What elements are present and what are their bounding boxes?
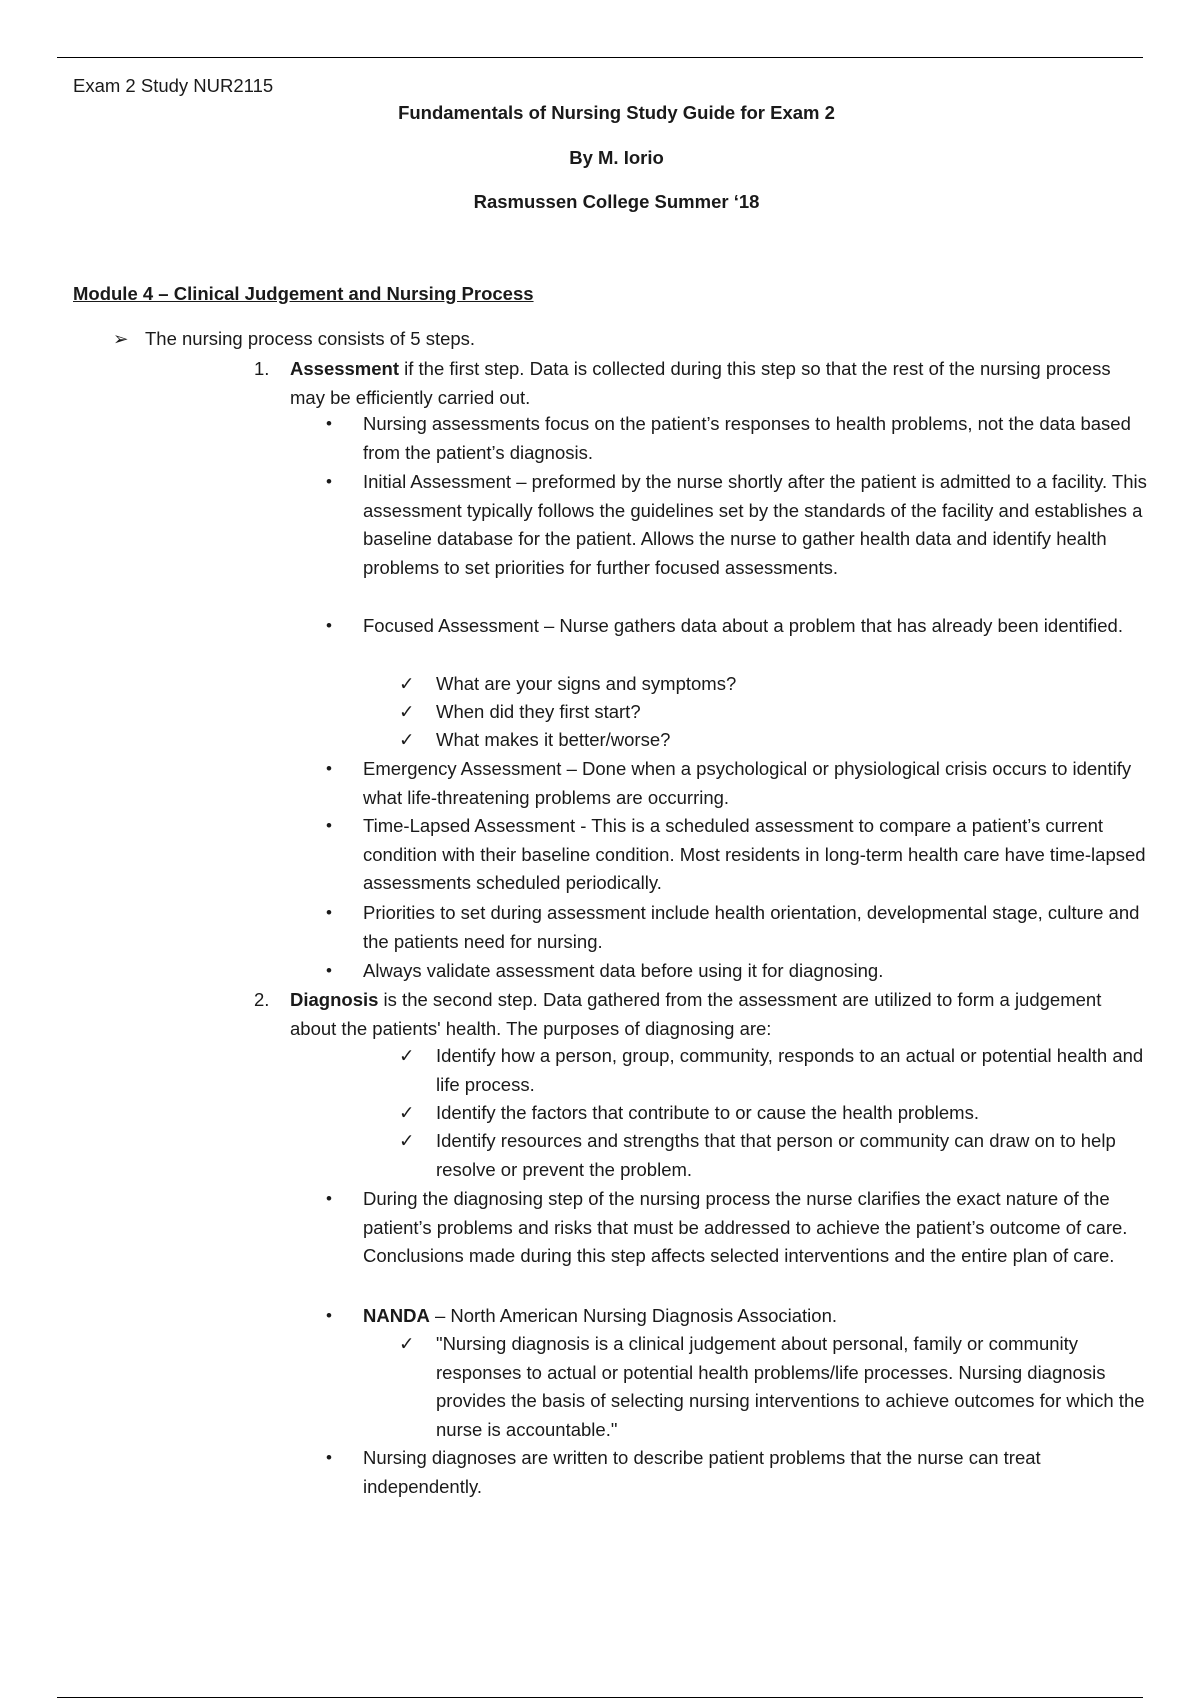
- bullet-icon: •: [326, 903, 332, 922]
- checkmark-icon: ✓: [399, 673, 415, 694]
- document-author: By M. Iorio: [569, 146, 664, 168]
- bullet-icon: •: [326, 616, 332, 635]
- list-item-text: Nursing assessments focus on the patient’s responses to health problems, not the data based from the patient’s diagnosis.: [363, 413, 1131, 463]
- module-heading: Module 4 – Clinical Judgement and Nursing Process: [73, 283, 534, 304]
- title-block: [0, 99, 1200, 233]
- checkmark-icon: ✓: [399, 701, 415, 722]
- document-title: Fundamentals of Nursing Study Guide for Exam 2: [398, 102, 835, 123]
- bullet-icon: •: [326, 1189, 332, 1208]
- list-item-text: Focused Assessment – Nurse gathers data about a problem that has already been identified.: [363, 615, 1123, 636]
- list-item-text: [363, 1302, 1163, 1331]
- step-term: Diagnosis: [290, 989, 379, 1010]
- nanda-term: NANDA: [363, 1305, 430, 1326]
- nanda-description: – North American Nursing Diagnosis Association.: [429, 1305, 838, 1326]
- step-description: is the second step. Data gathered from the assessment are utilized to form a judgement about the patients' health. The purposes of diagnosing are:: [290, 989, 1102, 1039]
- check-item-text: What are your signs and symptoms?: [436, 673, 737, 694]
- check-item-text: Identify how a person, group, community, responds to an actual or potential health and life process.: [436, 1045, 1144, 1095]
- course-line: Exam 2 Study NUR2115: [73, 75, 274, 96]
- check-item-text: When did they first start?: [436, 701, 641, 722]
- step-term: Assessment: [290, 358, 400, 379]
- bullet-icon: •: [326, 759, 332, 778]
- step-description: if the first step. Data is collected during this step so that the rest of the nursing process may be efficiently carried out.: [290, 358, 1111, 408]
- check-item-text: Identify resources and strengths that that person or community can draw on to help resolve or prevent the problem.: [436, 1130, 1116, 1180]
- checkmark-icon: ✓: [399, 729, 415, 750]
- check-item-text: Identify the factors that contribute to or cause the health problems.: [436, 1102, 979, 1123]
- top-rule: [57, 57, 1143, 58]
- bullet-icon: •: [326, 414, 332, 433]
- checkmark-icon: ✓: [399, 1130, 415, 1151]
- checkmark-icon: ✓: [399, 1333, 415, 1354]
- list-item-text: During the diagnosing step of the nursing process the nurse clarifies the exact nature of the patient’s problems and risks that must be addressed to achieve the patient’s outcome of care. Conclusions made during this step affects selected interventions and the entire plan of care.: [363, 1188, 1128, 1266]
- list-item-text: Initial Assessment – preformed by the nurse shortly after the patient is admitted to a facility. This assessment typically follows the guidelines set by the standards of the facility and establishes a baseline database for the patient. Allows the nurse to gather health data and identify health problems to set priorities for further focused assessments.: [363, 471, 1147, 578]
- bullet-icon: •: [326, 472, 332, 491]
- bullet-icon: •: [326, 1306, 332, 1325]
- intro-text: The nursing process consists of 5 steps.: [145, 328, 476, 349]
- list-item-text: Nursing diagnoses are written to describe patient problems that the nurse can treat independently.: [363, 1447, 1041, 1497]
- step-number: 1.: [254, 358, 270, 379]
- nanda-quote: "Nursing diagnosis is a clinical judgement about personal, family or community responses to actual or potential health problems/life processes. Nursing diagnosis provides the basis of selecting nursing interventions to achieve outcomes for which the nurse is accountable.": [436, 1333, 1145, 1440]
- check-item-text: What makes it better/worse?: [436, 729, 671, 750]
- bullet-icon: •: [326, 1448, 332, 1467]
- step-text: [290, 355, 1150, 412]
- list-item-text: Emergency Assessment – Done when a psychological or physiological crisis occurs to identify what life-threatening problems are occurring.: [363, 758, 1132, 808]
- bottom-rule: [57, 1697, 1143, 1698]
- list-item-text: Priorities to set during assessment include health orientation, developmental stage, culture and the patients need for nursing.: [363, 902, 1140, 952]
- list-item-text: Time-Lapsed Assessment - This is a scheduled assessment to compare a patient’s current condition with their baseline condition. Most residents in long-term health care have time-lapsed assessments scheduled periodically.: [363, 815, 1146, 893]
- step-text: [290, 986, 1150, 1043]
- checkmark-icon: ✓: [399, 1102, 415, 1123]
- document-school: Rasmussen College Summer ‘18: [473, 191, 760, 212]
- arrow-bullet-icon: ➢: [113, 328, 129, 349]
- list-item-text: Always validate assessment data before using it for diagnosing.: [363, 960, 884, 981]
- bullet-icon: •: [326, 816, 332, 835]
- step-number: 2.: [254, 989, 270, 1010]
- bullet-icon: •: [326, 961, 332, 980]
- checkmark-icon: ✓: [399, 1045, 415, 1066]
